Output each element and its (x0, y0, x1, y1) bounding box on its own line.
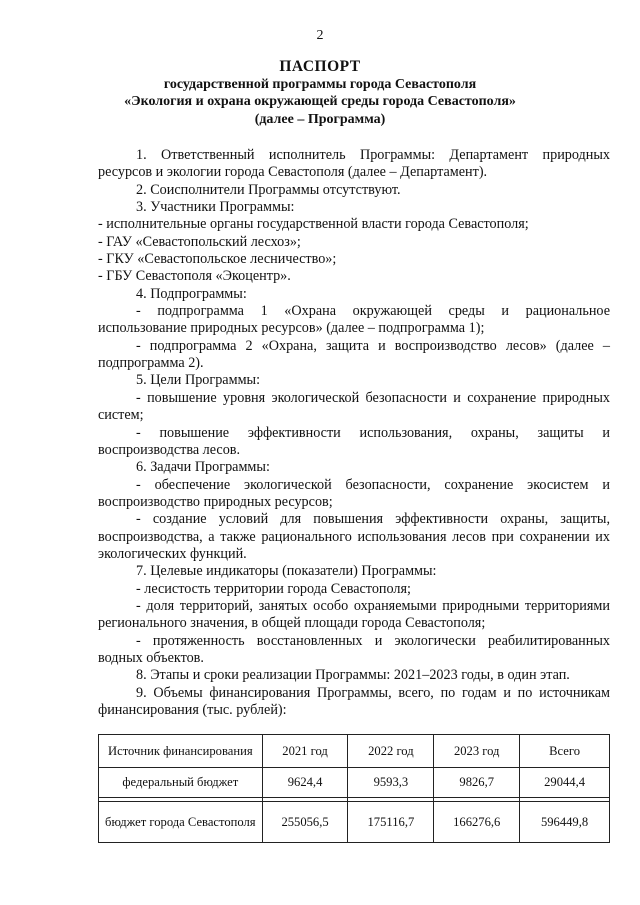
table-row (99, 768, 610, 798)
document-heading (60, 58, 580, 128)
indicator-item: - протяженность восстановленных и экологически реабилитированных водных объектов. (98, 632, 610, 666)
table-cell: 255056,5 (262, 802, 348, 843)
heading-line-3: (далее – Программа) (254, 111, 386, 127)
table-header-cell: 2023 год (434, 735, 520, 768)
section-8-stages: 8. Этапы и сроки реализации Программы: 2021–2023 годы, в один этап. (136, 667, 570, 684)
participant-item: - ГБУ Севастополя «Экоцентр». (98, 268, 291, 285)
financing-table (98, 734, 610, 843)
table-header-row (99, 735, 610, 768)
table-header-cell: Источник финансирования (99, 735, 263, 768)
table-cell: 9826,7 (434, 768, 520, 798)
goal-item: - повышение эффективности использования, охраны, защиты и воспроизводства лесов. (98, 424, 610, 458)
table-cell: 9624,4 (262, 768, 348, 798)
section-9-financing: 9. Объемы финансирования Программы, всего, по годам и по источникам финансирования (тыс. рублей): (98, 684, 610, 718)
participant-item: - ГАУ «Севастопольский лесхоз»; (98, 233, 301, 250)
indicator-item: - доля территорий, занятых особо охраняемыми природными территориями регионального значения, в общей площади города Севастополя; (98, 597, 610, 632)
table-header-cell: Всего (520, 735, 610, 768)
table-header-cell: 2022 год (348, 735, 434, 768)
document-title: ПАСПОРТ (279, 58, 361, 75)
heading-line-1: государственной программы города Севастополя (163, 76, 477, 92)
table-cell: федеральный бюджет (99, 768, 263, 798)
subprogram-item: - подпрограмма 2 «Охрана, защита и воспроизводство лесов» (далее – подпрограмма 2). (98, 337, 610, 372)
section-4-subprograms: 4. Подпрограммы: (136, 285, 247, 302)
participant-item: - ГКУ «Севастопольское лесничество»; (98, 251, 337, 268)
table-cell: 9593,3 (348, 768, 434, 798)
table-cell: 166276,6 (434, 802, 520, 843)
task-item: - создание условий для повышения эффективности охраны, защиты, воспроизводства, а также рационального использования лесов при сохранении их экологических функций. (98, 511, 610, 562)
passport-body (98, 147, 610, 719)
subprogram-item: - подпрограмма 1 «Охрана окружающей среды и рациональное использование природных ресурсов» (далее – подпрограмма 1); (98, 303, 610, 337)
table-cell: бюджет города Севастополя (99, 802, 263, 843)
heading-line-2: «Экология и охрана окружающей среды города Севастополя» (124, 94, 516, 109)
table-cell: 175116,7 (348, 802, 434, 843)
task-item: - обеспечение экологической безопасности, сохранение экосистем и воспроизводство природных ресурсов; (98, 476, 610, 510)
page-number: 2 (316, 28, 324, 43)
section-7-indicators: 7. Целевые индикаторы (показатели) Программы: (136, 563, 437, 580)
section-6-tasks: 6. Задачи Программы: (136, 459, 270, 476)
table-cell: 596449,8 (520, 802, 610, 843)
table-cell: 29044,4 (520, 768, 610, 798)
table-header-cell: 2021 год (262, 735, 348, 768)
indicator-item: - лесистость территории города Севастополя; (136, 580, 411, 597)
table-row (99, 802, 610, 843)
participant-item: - исполнительные органы государственной власти города Севастополя; (98, 216, 529, 233)
section-2-coexecutors: 2. Соисполнители Программы отсутствуют. (136, 181, 401, 198)
goal-item: - повышение уровня экологической безопасности и сохранение природных систем; (98, 389, 610, 424)
section-3-participants: 3. Участники Программы: (136, 199, 295, 216)
section-5-goals: 5. Цели Программы: (136, 372, 261, 389)
section-1-responsible: 1. Ответственный исполнитель Программы: Департамент природных ресурсов и экологии города Севастополя (далее – Департамент). (98, 147, 610, 181)
